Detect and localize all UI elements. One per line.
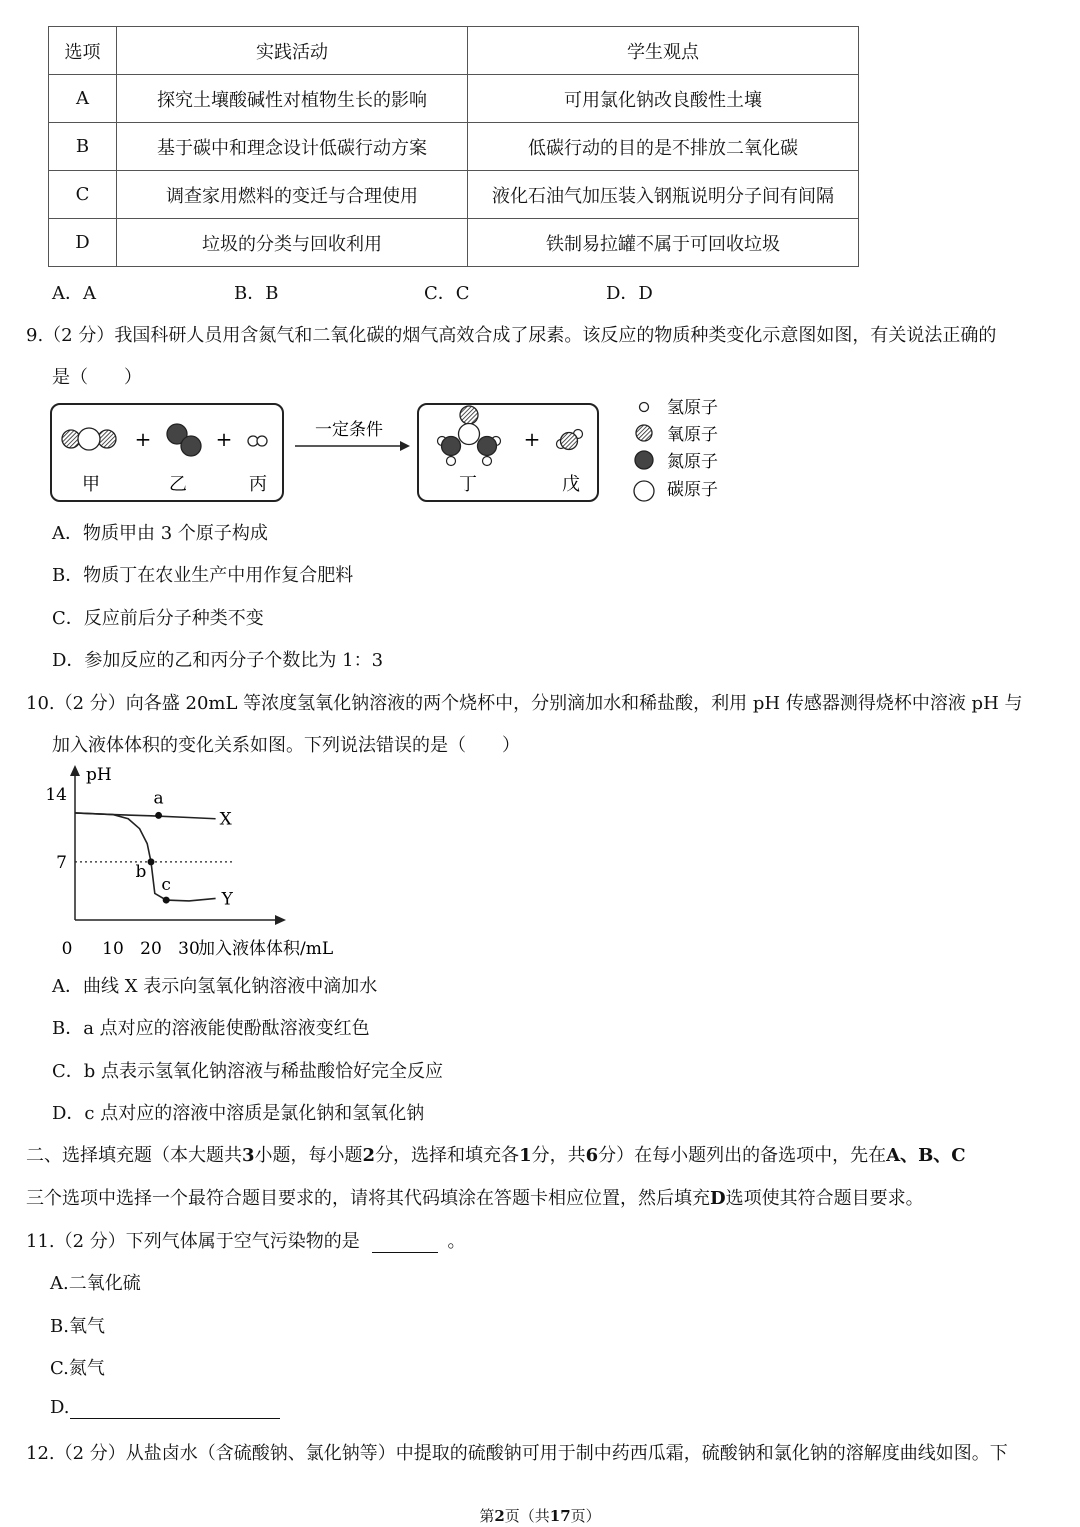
q9-option-d[interactable]: D．参加反应的乙和丙分子个数比为 1：3 [52,650,384,671]
q11-option-d[interactable]: D. [50,1397,280,1419]
table-cell: 可用氯化钠改良酸性土壤 [468,75,859,123]
urea-molecule [438,406,501,466]
q10-option-c[interactable]: C．b 点表示氢氧化钠溶液与稀盐酸恰好完全反应 [52,1061,444,1082]
reaction-diagram [40,396,740,510]
legend-oxygen: 氧原子 [667,425,718,445]
answer-choice-c[interactable]: C．C [424,283,470,304]
q10-stem: 10.（2 分）向各盛 20mL 等浓度氢氧化钠溶液的两个烧杯中，分别滴加水和稀盐酸，利用 pH 传感器测得烧杯中溶液 pH 与 [26,693,1023,714]
y-axis-label: pH [86,765,112,785]
q11-answer-blank[interactable] [372,1231,438,1253]
reaction-condition: 一定条件 [315,420,383,440]
water-molecule [557,430,583,450]
answer-choice-d[interactable]: D．D [606,283,653,304]
point-a-marker [155,812,162,819]
q11-stem: 11.（2 分）下列气体属于空气污染物的是 。 [26,1231,466,1252]
legend-nitrogen: 氮原子 [667,452,718,472]
table-header: 学生观点 [468,27,859,75]
table-cell: C [49,171,117,219]
plus-sign: + [134,427,152,451]
q9-option-a[interactable]: A．物质甲由 3 个原子构成 [52,523,268,544]
table-cell: B [49,123,117,171]
table-cell: 低碳行动的目的是不排放二氧化碳 [468,123,859,171]
table-cell: 基于碳中和理念设计低碳行动方案 [117,123,468,171]
legend-hydrogen: 氢原子 [667,398,718,418]
h2-molecule [248,436,267,446]
table-header: 实践活动 [117,27,468,75]
page-footer: 第2页（共17页） [479,1507,601,1525]
point-b-label: b [135,861,147,882]
table-cell: D [49,219,117,267]
options-table [48,26,859,267]
table-row [49,75,859,123]
x-axis-arrow [275,915,286,925]
series-y-line [75,813,216,901]
co2-molecule [62,428,116,450]
x-axis-label: 加入液体体积/mL [198,939,334,959]
table-header: 选项 [49,27,117,75]
label-yi: 乙 [169,474,187,495]
hydrogen-atom-icon [640,403,649,412]
table-row [49,123,859,171]
carbon-atom-icon [634,481,654,501]
q11-option-b[interactable]: B.氧气 [50,1316,105,1337]
series-x-label: X [219,809,232,830]
plus-sign: + [215,427,233,451]
table-cell: 液化石油气加压装入钢瓶说明分子间有间隔 [468,171,859,219]
x-tick-label: 30 [178,939,200,959]
q12-stem: 12.（2 分）从盐卤水（含硫酸钠、氯化钠等）中提取的硫酸钠可用于制中药西瓜霜，硫酸钠和氯化钠的溶解度曲线如图。下 [26,1443,1008,1464]
legend [634,398,718,501]
x-tick-label: 20 [140,939,162,959]
table-cell: A [49,75,117,123]
point-a-label: a [153,788,164,809]
table-cell: 探究土壤酸碱性对植物生长的影响 [117,75,468,123]
label-wu: 戊 [562,474,580,495]
q9-stem: 9.（2 分）我国科研人员用含氮气和二氧化碳的烟气高效合成了尿素。该反应的物质种类变化示意图如图，有关说法正确的 [26,325,997,346]
q11-option-c[interactable]: C.氮气 [50,1358,105,1379]
section-heading: 二、选择填充题（本大题共3小题，每小题2分，选择和填充各1分，共6分）在每小题列出的备选项中，先在A、B、C [26,1145,966,1166]
legend-carbon: 碳原子 [667,480,718,500]
q9-option-b[interactable]: B．物质丁在农业生产中用作复合肥料 [52,565,354,586]
table-row [49,219,859,267]
arrow-head [400,441,410,451]
label-bing: 丙 [249,474,267,495]
q10-stem-cont: 加入液体体积的变化关系如图。下列说法错误的是（ ） [52,735,520,756]
label-ding: 丁 [459,474,477,495]
nitrogen-atom-icon [635,451,653,469]
y-axis-arrow [70,765,80,776]
answer-choice-b[interactable]: B．B [234,283,279,304]
series-y-label: Y [221,889,233,910]
n2-molecule [167,424,201,456]
point-b-marker [148,858,155,865]
table-cell: 垃圾的分类与回收利用 [117,219,468,267]
y-tick-label: 7 [56,853,67,873]
q9-option-c[interactable]: C．反应前后分子种类不变 [52,608,264,629]
section-heading-cont: 三个选项中选择一个最符合题目要求的，请将其代码填涂在答题卡相应位置，然后填充D选项使其符合题目要求。 [26,1188,924,1209]
oxygen-atom-icon [636,425,652,441]
q11-option-d-blank[interactable] [70,1397,280,1419]
table-header-row [49,27,859,75]
q10-option-a[interactable]: A．曲线 X 表示向氢氧化钠溶液中滴加水 [52,976,378,997]
table-cell: 铁制易拉罐不属于可回收垃圾 [468,219,859,267]
q11-option-a[interactable]: A.二氧化硫 [50,1273,141,1294]
answer-choice-a[interactable]: A．A [52,283,96,304]
table-row [49,171,859,219]
q10-option-b[interactable]: B．a 点对应的溶液能使酚酞溶液变红色 [52,1018,370,1039]
q9-stem-cont: 是（ ） [52,367,142,388]
x-tick-label: 10 [102,939,124,959]
ph-chart [40,760,370,965]
table-cell: 调查家用燃料的变迁与合理使用 [117,171,468,219]
y-tick-label: 14 [45,785,67,805]
q10-option-d[interactable]: D．c 点对应的溶液中溶质是氯化钠和氢氧化钠 [52,1103,425,1124]
plus-sign: + [523,427,541,451]
point-c-marker [163,897,170,904]
label-jia: 甲 [82,474,100,495]
point-c-label: c [161,875,171,896]
x-tick-label: 0 [61,939,73,959]
